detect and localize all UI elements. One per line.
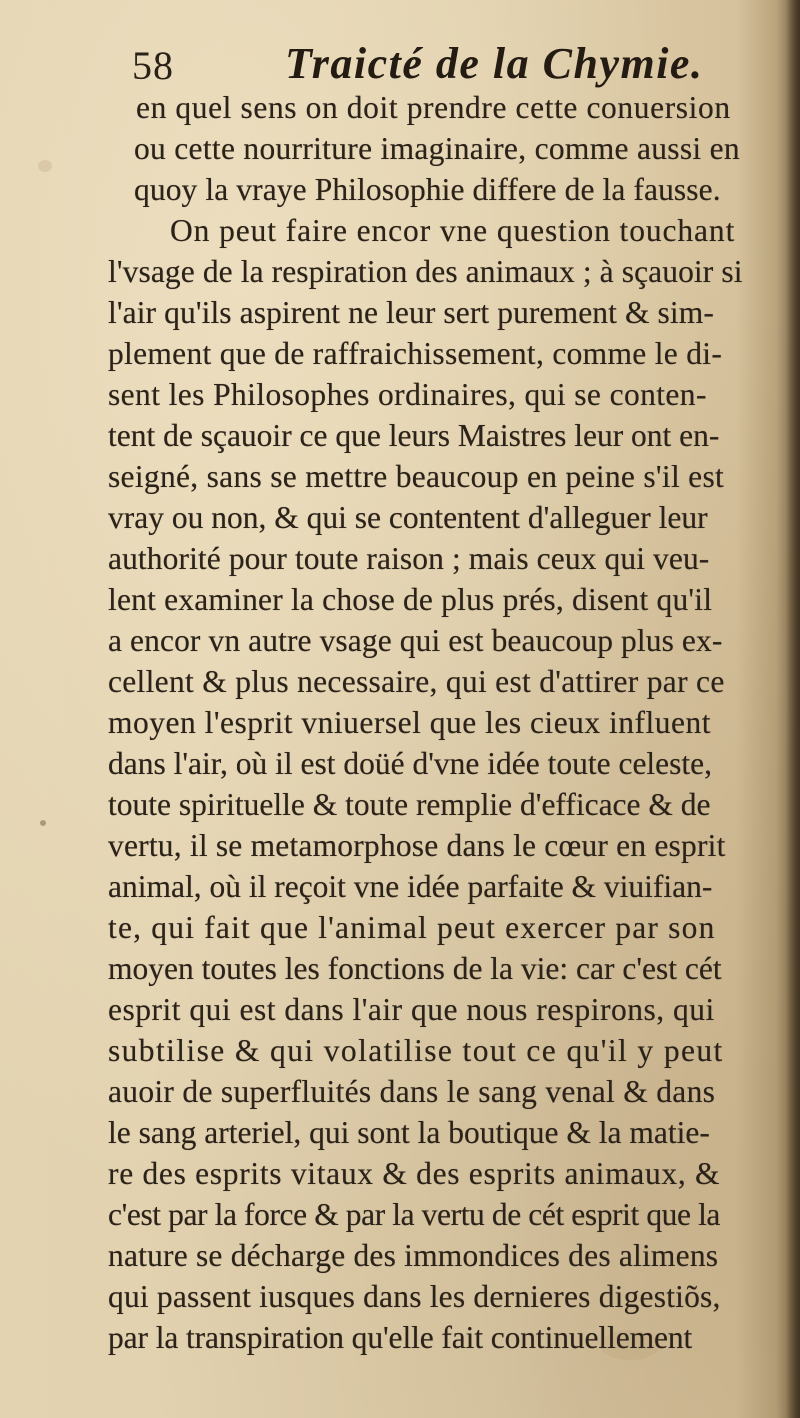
text-line: auoir de superfluités dans le sang venal & dans: [108, 1074, 716, 1109]
text-line: cellent & plus necessaire, qui est d'attirer par ce: [108, 664, 725, 699]
text-line: qui passent iusques dans les dernieres digestiõs,: [108, 1279, 721, 1314]
running-title: Traicté de la Chymie.: [285, 39, 704, 88]
text-line: dans l'air, où il est doüé d'vne idée toute celeste,: [108, 746, 713, 781]
text-line: moyen l'esprit vniuersel que les cieux influent: [108, 705, 712, 740]
text-line: nature se décharge des immondices des alimens: [108, 1238, 719, 1273]
text-line: re des esprits vitaux & des esprits animaux, &: [108, 1156, 721, 1191]
text-line: authorité pour toute raison ; mais ceux qui veu-: [108, 541, 710, 576]
paper-stain: [38, 160, 52, 172]
text-line: On peut faire encor vne question touchant: [170, 213, 736, 248]
text-line: subtilise & qui volatilise tout ce qu'il y peut: [108, 1033, 724, 1068]
text-line: tent de sçauoir ce que leurs Maistres leur ont en-: [108, 418, 720, 453]
text-line: moyen toutes les fonctions de la vie: car c'est cét: [108, 951, 722, 986]
text-line: en quel sens on doit prendre cette conuersion: [136, 90, 731, 125]
text-line: le sang arteriel, qui sont la boutique & la matie-: [108, 1115, 710, 1150]
text-line: ou cette nourriture imaginaire, comme aussi en: [134, 131, 740, 166]
text-line: quoy la vraye Philosophie differe de la fausse.: [134, 172, 721, 207]
text-line: vertu, il se metamorphose dans le cœur en esprit: [108, 828, 726, 863]
text-line: l'vsage de la respiration des animaux ; à sçauoir si: [108, 254, 743, 289]
text-line: c'est par la force & par la vertu de cét esprit que la: [108, 1197, 721, 1232]
paper-stain: [40, 820, 46, 826]
text-line: plement que de raffraichissement, comme le di-: [108, 336, 723, 371]
text-line: a encor vn autre vsage qui est beaucoup plus ex-: [108, 623, 723, 658]
text-line: sent les Philosophes ordinaires, qui se conten-: [108, 377, 707, 412]
text-line: vray ou non, & qui se contentent d'alleguer leur: [108, 500, 708, 535]
page-number: 58: [132, 43, 174, 88]
text-line: seigné, sans se mettre beaucoup en peine s'il est: [108, 459, 725, 494]
text-line: par la transpiration qu'elle fait continuellement: [108, 1320, 693, 1355]
text-line: animal, où il reçoit vne idée parfaite & viuifian-: [108, 869, 713, 904]
page-edge-shadow: [786, 0, 800, 1418]
text-line: esprit qui est dans l'air que nous respirons, qui: [108, 992, 715, 1027]
text-line: lent examiner la chose de plus prés, disent qu'il: [108, 582, 713, 617]
text-line: l'air qu'ils aspirent ne leur sert purement & sim-: [108, 295, 714, 330]
text-line: toute spirituelle & toute remplie d'efficace & de: [108, 787, 711, 822]
text-line: te, qui fait que l'animal peut exercer par son: [108, 910, 716, 945]
